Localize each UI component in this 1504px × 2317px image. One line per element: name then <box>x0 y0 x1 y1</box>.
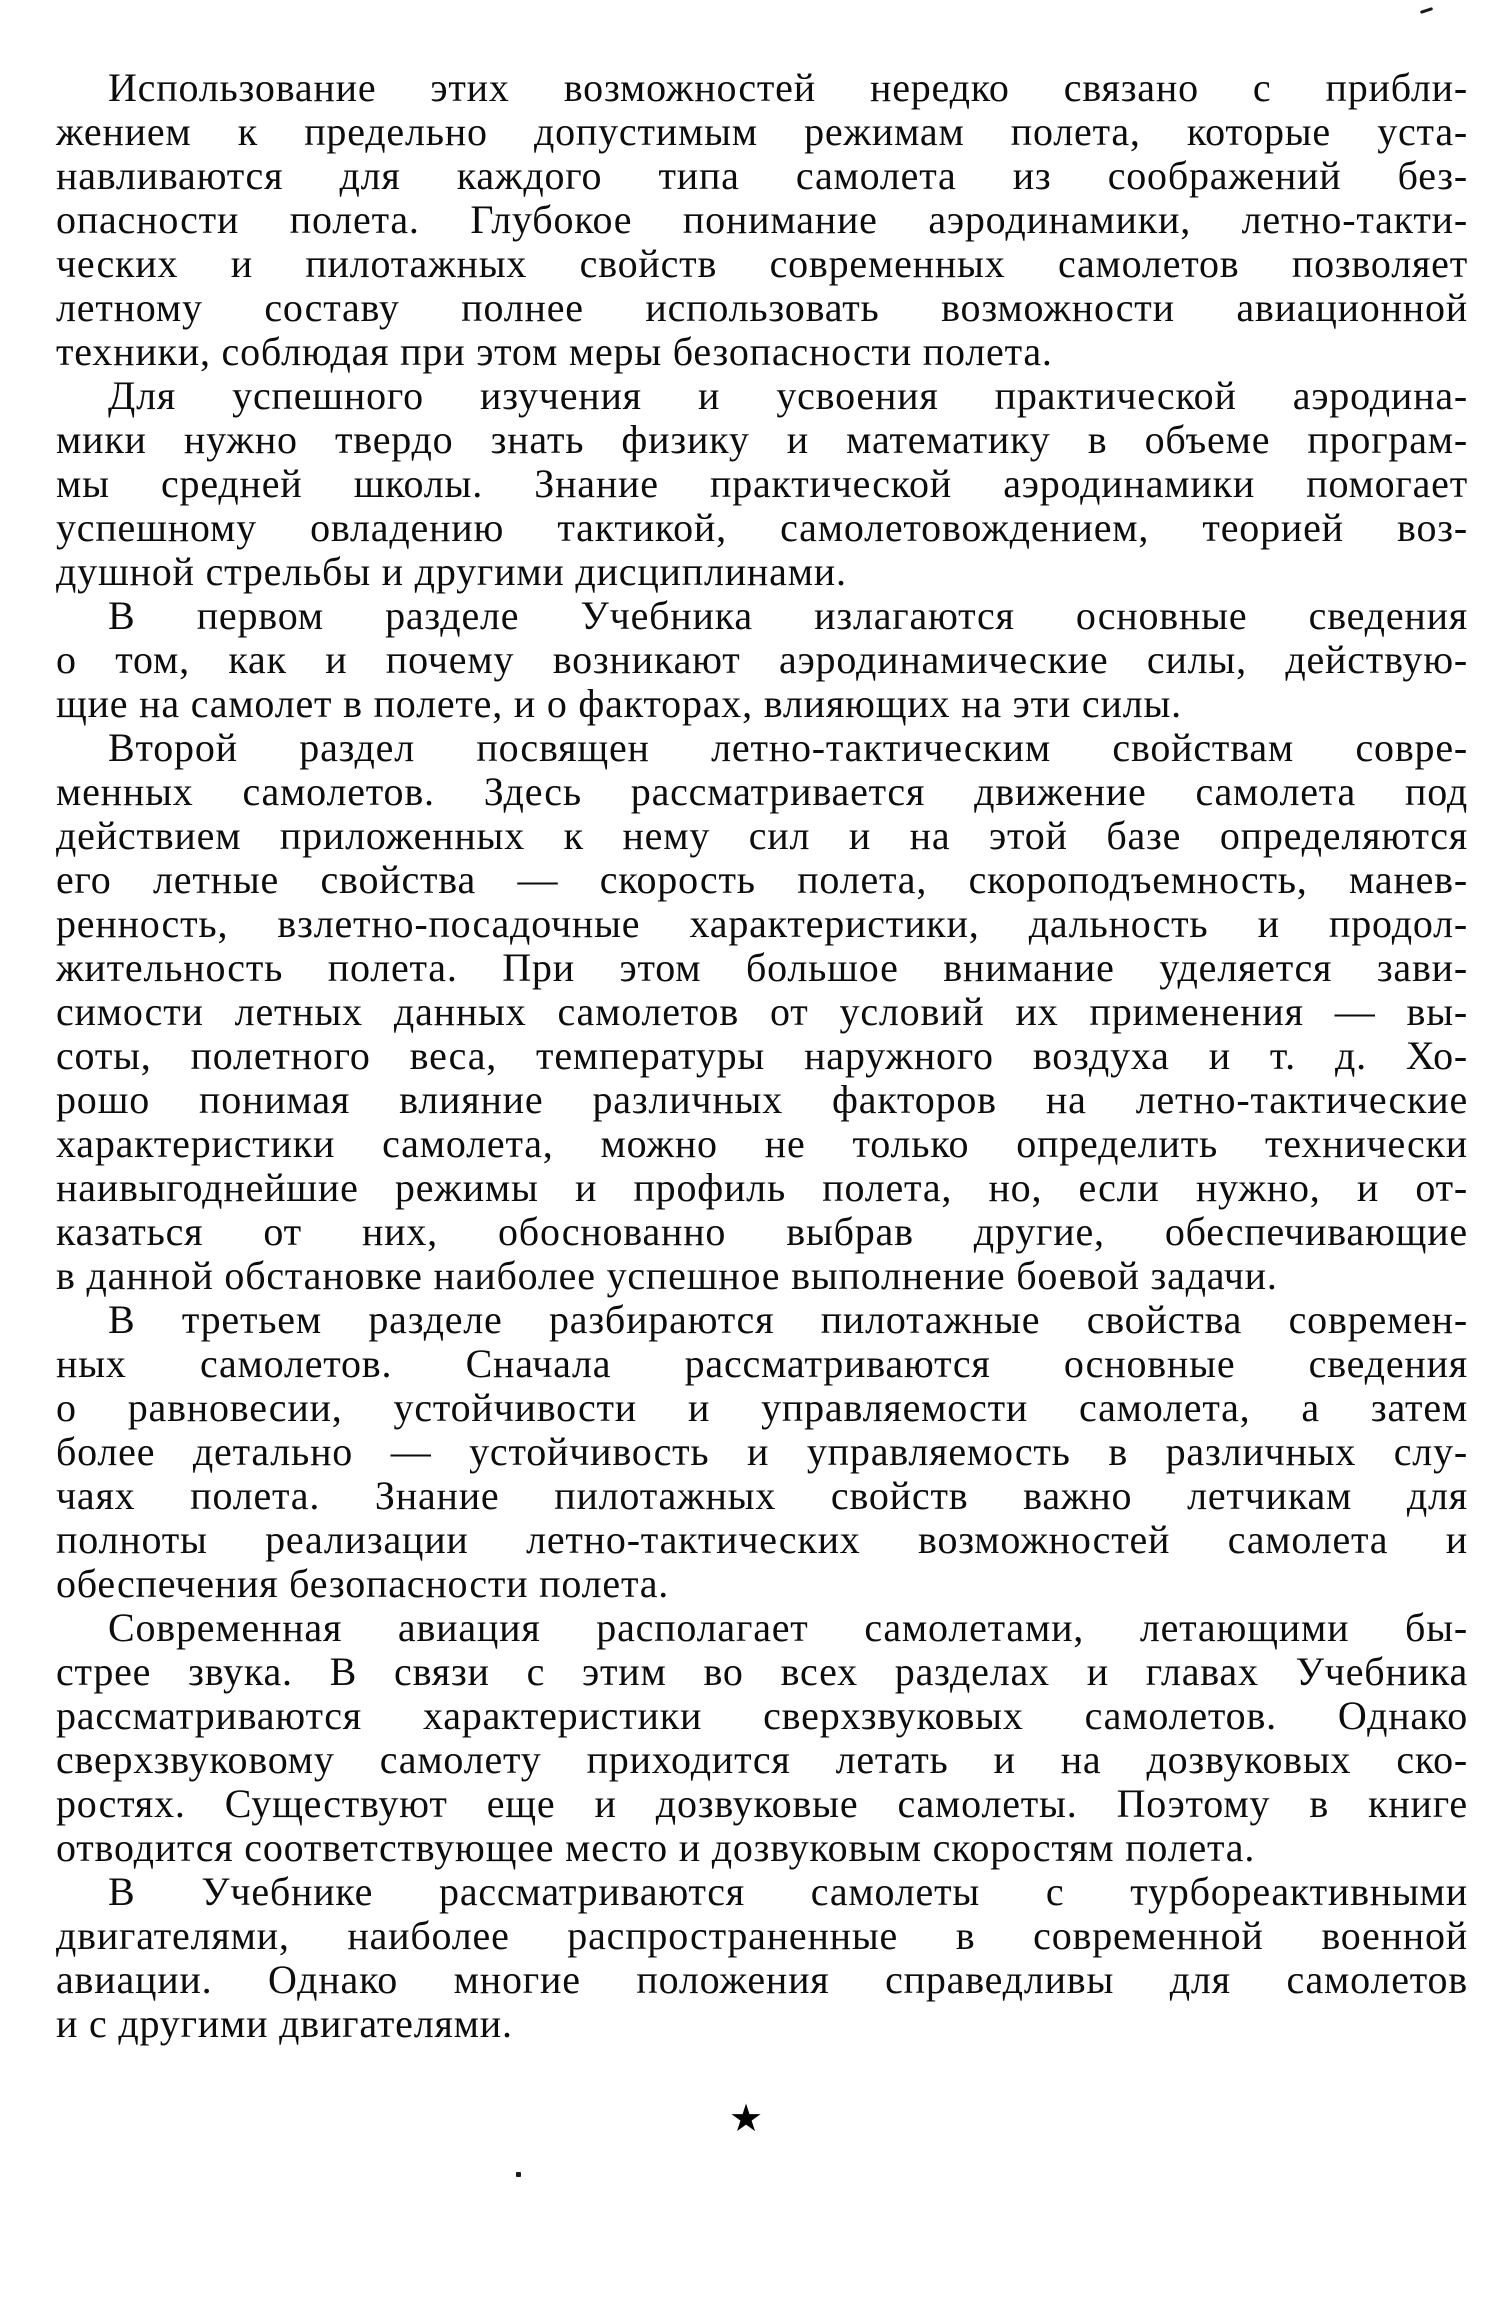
scan-speck <box>1420 7 1433 14</box>
text-line: жением к предельно допустимым режимам полета, которые уста- <box>56 109 1468 154</box>
scan-speck <box>516 2172 521 2177</box>
text-line: ных самолетов. Сначала рассматриваются основные сведения <box>56 1341 1468 1386</box>
text-line: двигателями, наиболее распространенные в современной военной <box>56 1913 1468 1958</box>
star-divider: ★ <box>728 2098 764 2140</box>
text-line: его летные свойства — скорость полета, скороподъемность, манев- <box>56 857 1468 902</box>
paragraph <box>56 66 1468 374</box>
paragraph <box>56 1298 1468 1606</box>
paragraph <box>56 374 1468 594</box>
text-line: и с другими двигателями. <box>56 2001 513 2046</box>
text-line: стрее звука. В связи с этим во всех разделах и главах Учебника <box>56 1649 1468 1694</box>
text-line: Для успешного изучения и усвоения практической аэродина- <box>108 373 1468 418</box>
text-line: успешному овладению тактикой, самолетовождением, теорией воз- <box>56 505 1468 550</box>
paragraph <box>56 1606 1468 1870</box>
text-line: душной стрельбы и другими дисциплинами. <box>56 549 847 594</box>
text-line: Современная авиация располагает самолетами, летающими бы- <box>108 1605 1468 1650</box>
text-line: полноты реализации летно-тактических возможностей самолета и <box>56 1517 1468 1562</box>
text-line: щие на самолет в полете, и о факторах, влияющих на эти силы. <box>56 681 1182 726</box>
text-line: В Учебнике рассматриваются самолеты с турбореактивными <box>108 1869 1468 1914</box>
text-line: симости летных данных самолетов от условий их применения — вы- <box>56 989 1468 1034</box>
text-line: чаях полета. Знание пилотажных свойств важно летчикам для <box>56 1473 1468 1518</box>
text-line: соты, полетного веса, температуры наружного воздуха и т. д. Хо- <box>56 1033 1468 1078</box>
text-line: жительность полета. При этом большое внимание уделяется зави- <box>56 945 1468 990</box>
text-line: обеспечения безопасности полета. <box>56 1561 670 1606</box>
text-block <box>56 66 1468 2046</box>
text-line: в данной обстановке наиболее успешное выполнение боевой задачи. <box>56 1253 1278 1298</box>
text-line: о том, как и почему возникают аэродинамические силы, действую- <box>56 637 1468 682</box>
text-line: Второй раздел посвящен летно-тактическим свойствам совре- <box>108 725 1468 770</box>
text-line: рассматриваются характеристики сверхзвуковых самолетов. Однако <box>56 1693 1468 1738</box>
text-line: техники, соблюдая при этом меры безопасности полета. <box>56 329 1053 374</box>
text-line: опасности полета. Глубокое понимание аэродинамики, летно-такти- <box>56 197 1468 242</box>
text-line: авиации. Однако многие положения справедливы для самолетов <box>56 1957 1468 2002</box>
text-line: менных самолетов. Здесь рассматривается движение самолета под <box>56 769 1468 814</box>
text-line: ческих и пилотажных свойств современных самолетов позволяет <box>56 241 1468 286</box>
paragraph <box>56 726 1468 1298</box>
text-line: характеристики самолета, можно не только определить технически <box>56 1121 1468 1166</box>
text-line: Использование этих возможностей нередко связано с прибли- <box>108 65 1468 110</box>
paragraph <box>56 594 1468 726</box>
text-line: сверхзвуковому самолету приходится летать и на дозвуковых ско- <box>56 1737 1468 1782</box>
text-line: летному составу полнее использовать возможности авиационной <box>56 285 1468 330</box>
text-line: ренность, взлетно-посадочные характеристики, дальность и продол- <box>56 901 1468 946</box>
text-line: рошо понимая влияние различных факторов на летно-тактические <box>56 1077 1468 1122</box>
text-line: отводится соответствующее место и дозвуковым скоростям полета. <box>56 1825 1256 1870</box>
text-line: казаться от них, обоснованно выбрав другие, обеспечивающие <box>56 1209 1468 1254</box>
text-line: наивыгоднейшие режимы и профиль полета, но, если нужно, и от- <box>56 1165 1468 1210</box>
text-line: ростях. Существуют еще и дозвуковые самолеты. Поэтому в книге <box>56 1781 1468 1826</box>
text-line: действием приложенных к нему сил и на этой базе определяются <box>56 813 1468 858</box>
text-line: мы средней школы. Знание практической аэродинамики помогает <box>56 461 1468 506</box>
text-line: В третьем разделе разбираются пилотажные свойства современ- <box>108 1297 1468 1342</box>
text-line: более детально — устойчивость и управляемость в различных слу- <box>56 1429 1468 1474</box>
text-line: мики нужно твердо знать физику и математику в объеме програм- <box>56 417 1468 462</box>
text-line: В первом разделе Учебника излагаются основные сведения <box>108 593 1468 638</box>
paragraph <box>56 1870 1468 2046</box>
text-line: навливаются для каждого типа самолета из соображений без- <box>56 153 1468 198</box>
text-line: о равновесии, устойчивости и управляемости самолета, а затем <box>56 1385 1468 1430</box>
